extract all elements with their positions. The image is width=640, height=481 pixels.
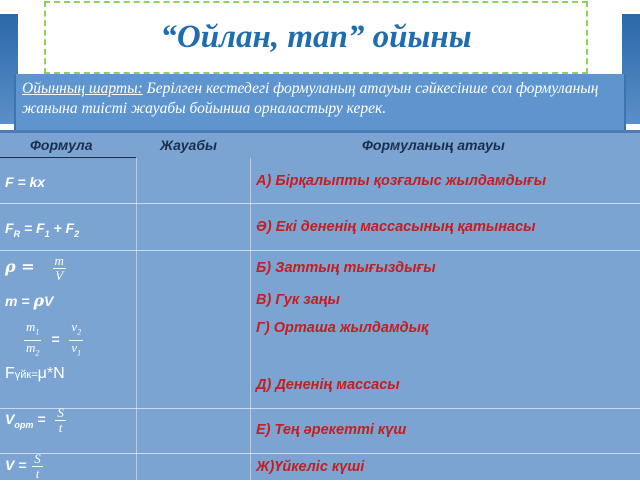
row-divider — [0, 203, 640, 204]
rules-lead: Ойынның шарты: — [22, 80, 143, 97]
fraction — [69, 320, 83, 360]
row-divider — [0, 408, 640, 409]
formula-mass — [5, 291, 53, 310]
formula-part: + F — [49, 220, 75, 236]
header-answer: Жауабы — [160, 137, 217, 153]
formula-part: m — [26, 339, 36, 355]
answer-option: Д) Дененің массасы — [256, 377, 400, 393]
fraction-numerator — [24, 320, 41, 341]
answer-option: В) Гук заңы — [256, 292, 340, 308]
formula-density — [5, 254, 66, 283]
formula-part: m = — [5, 293, 34, 309]
fraction — [24, 320, 41, 360]
formula-average-speed — [5, 406, 66, 435]
fraction-numerator — [69, 320, 83, 341]
fraction-denominator: t — [35, 466, 40, 481]
header-formula-name: Формуланың атауы — [362, 137, 505, 153]
formula-part: F — [5, 365, 15, 382]
formula-part: ρ — [33, 291, 45, 310]
fraction — [32, 452, 43, 481]
formula-sub: орт — [14, 420, 34, 430]
table-top-edge — [0, 130, 640, 133]
formula-part: = — [33, 411, 46, 428]
formula-part: v — [71, 319, 78, 334]
game-rules — [22, 79, 622, 119]
header-formula: Формула — [30, 137, 93, 153]
fraction-denominator: V — [55, 268, 64, 283]
answer-option: Ә) Екі дененің массасының қатынасы — [256, 219, 536, 235]
answer-option: Б) Заттың тығыздығы — [256, 260, 436, 276]
rules-text: Берілген кестедегі формуланың атауын сәйкесінше сол формуланың жанына тиісті жауабы бойынша орналастыру керек. — [22, 80, 599, 117]
formula-hooke: F = kx — [5, 174, 46, 190]
slide-title: “Ойлан, тап” ойыны — [160, 19, 472, 55]
answer-option: А) Бірқалыпты қозғалыс жылдамдығы — [256, 173, 547, 189]
answer-option: Г) Орташа жылдамдық — [256, 320, 429, 336]
fraction-denominator — [69, 341, 83, 361]
formula-uniform-speed — [5, 452, 43, 481]
formula-part: ρ = — [5, 257, 35, 277]
formula-part: F — [5, 220, 14, 236]
formula-part: = F — [20, 220, 45, 236]
column-divider-2 — [250, 158, 251, 480]
formula-sub: 1 — [77, 348, 82, 358]
header-underline — [0, 157, 136, 158]
fraction — [53, 254, 66, 283]
formula-sub: 1 — [35, 327, 40, 337]
formula-friction — [5, 365, 65, 383]
formula-part: v — [71, 339, 78, 355]
formula-mass-ratio — [24, 320, 83, 360]
formula-part: V — [44, 293, 54, 309]
formula-part: m — [26, 319, 36, 334]
fraction-denominator: t — [58, 420, 63, 435]
answer-option: Е) Тең әрекетті күш — [256, 422, 407, 438]
title-box — [44, 1, 588, 74]
formula-sub: 2 — [74, 228, 80, 239]
fraction — [55, 406, 66, 435]
row-divider — [0, 453, 640, 454]
formula-sub: 2 — [77, 327, 82, 337]
fraction-numerator: S — [34, 451, 41, 466]
fraction-numerator: S — [57, 405, 64, 420]
row-divider — [0, 250, 640, 251]
formula-sub: үйк= — [14, 369, 38, 381]
formula-resultant — [5, 220, 79, 239]
formula-part: V — [5, 411, 15, 428]
formula-sub: 1 — [44, 228, 50, 239]
formula-part: = — [51, 330, 60, 347]
fraction-numerator: m — [54, 253, 64, 268]
formula-sub: R — [13, 228, 21, 239]
formula-part: V = — [5, 457, 27, 474]
fraction-denominator — [24, 341, 41, 361]
formula-sub: 2 — [35, 348, 40, 358]
column-divider-1 — [136, 158, 137, 480]
answer-option: Ж)Үйкеліс күші — [256, 459, 365, 475]
formula-part: μ*N — [37, 365, 65, 382]
